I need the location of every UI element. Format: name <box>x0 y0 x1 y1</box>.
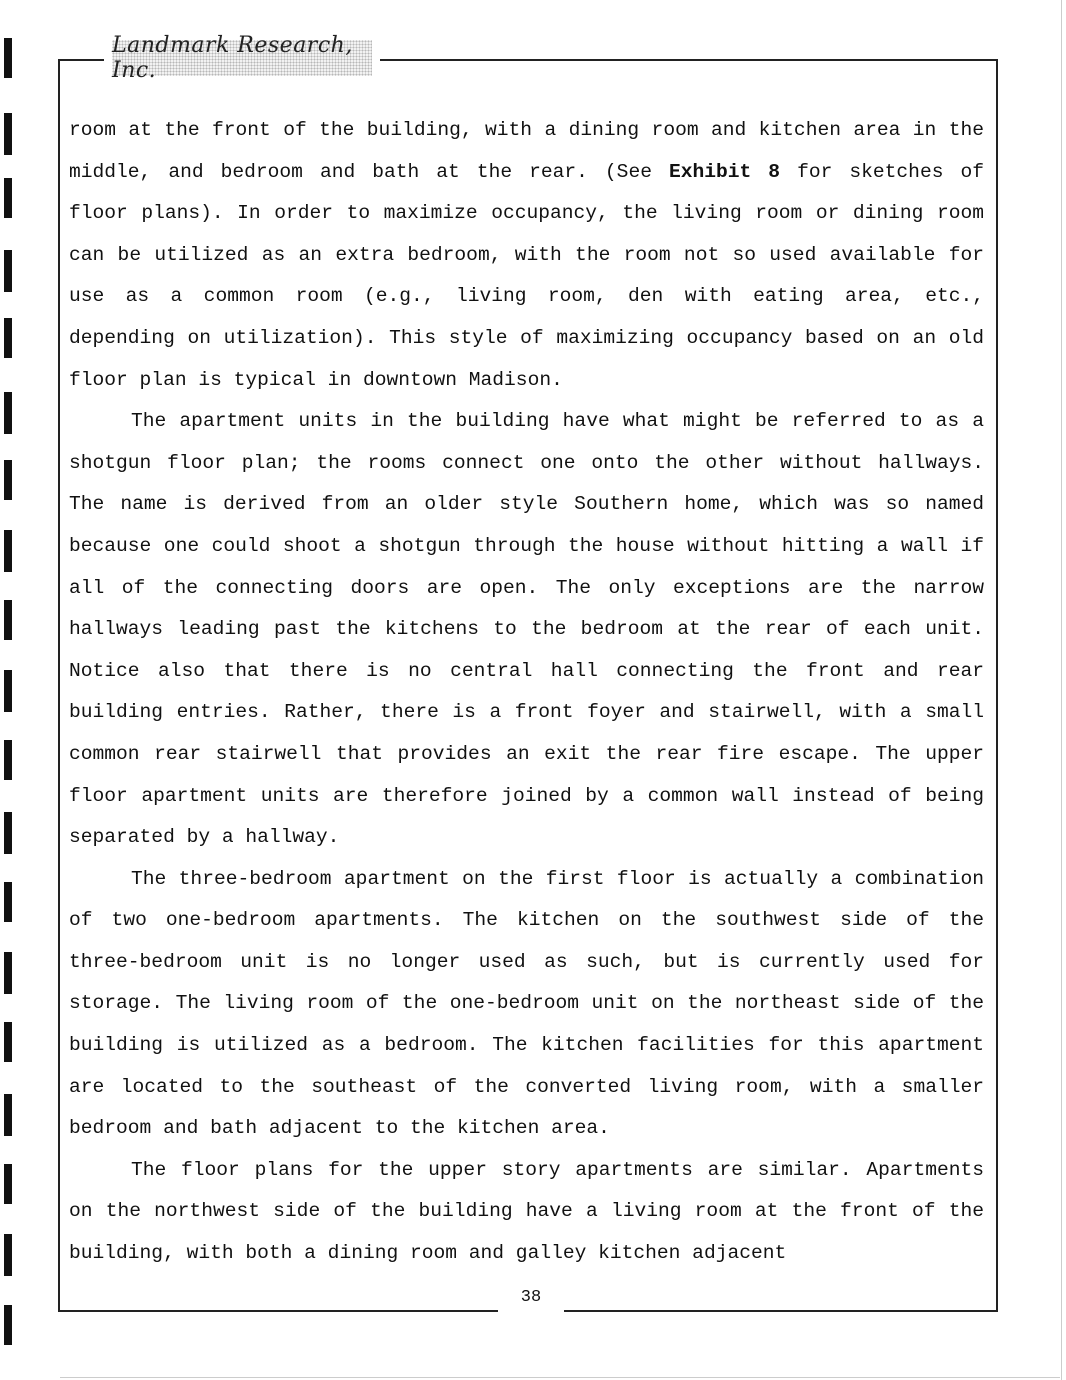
binding-mark <box>4 952 12 994</box>
page-number: 38 <box>520 1288 542 1307</box>
paragraph-3: The three-bedroom apartment on the first floor is actually a combination of two one-bedroom apartments. The kitchen on the southwest side of the three-bedroom unit is no longer used as such, but is currently used for storage. The living room of the one-bedroom unit on the northeast side of the building is utilized as a bedroom. The kitchen facilities for this apartment are located to the southeast of the converted living room, with a smaller bedroom and bath adjacent to the kitchen area. <box>69 867 984 1140</box>
binding-mark <box>4 600 12 640</box>
binding-mark <box>4 392 12 434</box>
binding-mark <box>4 1234 12 1276</box>
binding-mark <box>4 670 12 712</box>
binding-mark <box>4 530 12 572</box>
scan-edge <box>1061 0 1062 1380</box>
binding-mark <box>4 1305 12 1345</box>
binding-mark <box>4 1094 12 1136</box>
exhibit-reference: Exhibit 8 <box>668 160 781 183</box>
document-body <box>69 110 984 1275</box>
binding-mark <box>4 38 12 78</box>
company-logo <box>112 33 372 83</box>
paragraph-1 <box>69 110 984 401</box>
binding-mark <box>4 740 12 780</box>
binding-mark <box>4 113 12 155</box>
binding-marks <box>0 0 20 1380</box>
binding-mark <box>4 250 12 292</box>
binding-mark <box>4 1022 12 1062</box>
paragraph-1-text: room at the front of the building, with a dining room and kitchen area in the middle, and bedroom and bath at the rear. (See <box>69 119 984 183</box>
paragraph-1-text-rest: for sketches of floor plans). In order to maximize occupancy, the living room or dining room can be utilized as an extra bedroom, with the room not so used available for use as a common room (e.g., living room, den with eating area, etc., depending on utilization). This style of maximizing occupancy based on an old floor plan is typical in downtown Madison. <box>69 160 984 391</box>
binding-mark <box>4 460 12 500</box>
binding-mark <box>4 318 12 358</box>
binding-mark <box>4 812 12 854</box>
logo-text: Landmark Research, Inc. <box>112 33 353 83</box>
binding-mark <box>4 882 12 922</box>
paragraph-4: The floor plans for the upper story apartments are similar. Apartments on the northwest side of the building have a living room at the front of the building, with both a dining room and galley kitchen adjacent <box>69 1158 984 1265</box>
scan-bottom-edge <box>60 1377 1060 1378</box>
binding-mark <box>4 178 12 218</box>
paragraph-2: The apartment units in the building have what might be referred to as a shotgun floor plan; the rooms connect one onto the other without hallways. The name is derived from an older style Southern home, which was so named because one could shoot a shotgun through the house without hitting a wall if all of the connecting doors are open. The only exceptions are the narrow hallways leading past the kitchens to the bedroom at the rear of each unit. Notice also that there is no central hall connecting the front and rear building entries. Rather, there is a front foyer and stairwell, with a small common rear stairwell that provides an exit the rear fire escape. The upper floor apartment units are therefore joined by a common wall instead of being separated by a hallway. <box>69 410 984 849</box>
binding-mark <box>4 1164 12 1204</box>
